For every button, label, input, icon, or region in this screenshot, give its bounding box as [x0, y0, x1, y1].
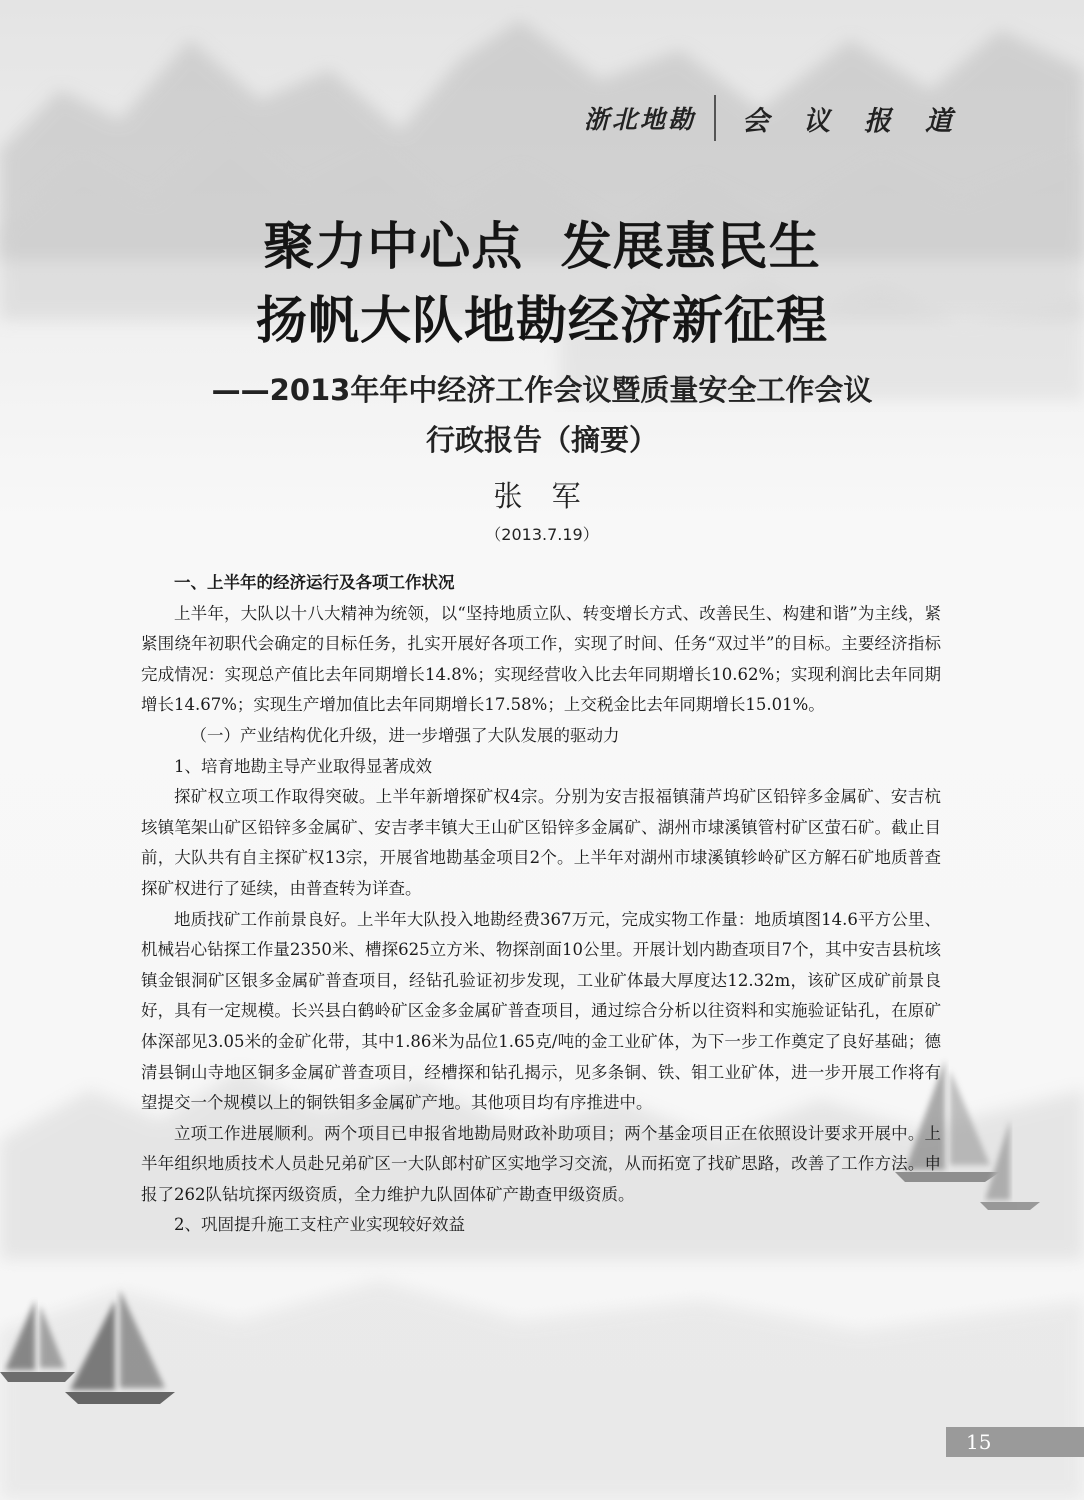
- paragraph: 立项工作进展顺利。两个项目已申报省地勘局财政补助项目；两个基金项目正在依照设计要求开展中。上半年组织地质技术人员赴兄弟矿区一大队郎村矿区实地学习交流，从而拓宽了找矿思路，改善了工作方法。申报了262队钻坑探丙级资质，全力维护九队固体矿产勘查甲级资质。: [141, 1123, 941, 1204]
- section-char: 议: [803, 105, 830, 137]
- section-name: [742, 99, 952, 138]
- report-date: （2013.7.19）: [485, 525, 599, 544]
- subsection-heading: （一）产业结构优化升级，进一步增强了大队发展的驱动力: [190, 725, 620, 745]
- section-char: 道: [925, 105, 952, 137]
- section-char: 报: [864, 105, 891, 137]
- article-title-line1: 聚力中心点 发展惠民生: [263, 218, 821, 277]
- article-body: [141, 568, 941, 1241]
- journal-name: 浙北地勘: [583, 105, 696, 134]
- page-number: 15: [946, 1427, 1084, 1457]
- header-divider: [714, 95, 716, 141]
- paragraph: 上半年，大队以十八大精神为统领，以“坚持地质立队、转变增长方式、改善民生、构建和谐”为主线，紧紧围绕年初职代会确定的目标任务，扎实开展好各项工作，实现了时间、任务“双过半”的目标。主要经济指标完成情况：实现总产值比去年同期增长14.8%；实现经营收入比去年同期增长10.62%；实现利润比去年同期增长14.67%；实现生产增加值比去年同期增长17.58%；上交税金比去年同期增长15.01%。: [141, 603, 941, 715]
- subsection-heading: 1、培育地勘主导产业取得显著成效: [174, 756, 432, 776]
- paragraph: 探矿权立项工作取得突破。上半年新增探矿权4宗。分别为安吉报福镇蒲芦坞矿区铅锌多金属矿、安吉杭垓镇笔架山矿区铅锌多金属矿、安吉孝丰镇大王山矿区铅锌多金属矿、湖州市埭溪镇管村矿区萤石矿。截止目前，大队共有自主探矿权13宗，开展省地勘基金项目2个。上半年对湖州市埭溪镇轸岭矿区方解石矿地质普查探矿权进行了延续，由普查转为详查。: [141, 787, 941, 898]
- page-header: [584, 96, 952, 140]
- paragraph: 地质找矿工作前景良好。上半年大队投入地勘经费367万元，完成实物工作量：地质填图14.6平方公里、机械岩心钻探工作量2350米、槽探625立方米、物探剖面10公里。开展计划内勘查项目7个，其中安吉县杭垓镇金银洞矿区银多金属矿普查项目，经钻孔验证初步发现，工业矿体最大厚度达12.32m，该矿区成矿前景良好，具有一定规模。长兴县白鹤岭矿区金多金属矿普查项目，通过综合分析以往资料和实施验证钻孔，在原矿体深部见3.05米的金矿化带，其中1.86米为品位1.65克/吨的金工业矿体，为下一步工作奠定了良好基础；德清县铜山寺地区铜多金属矿普查项目，经槽探和钻孔揭示，见多条铜、铁、钼工业矿体，进一步开展工作将有望提交一个规模以上的铜铁钼多金属矿产地。其他项目均有序推进中。: [141, 909, 941, 1113]
- article-subtitle-line2: 行政报告（摘要）: [425, 423, 658, 457]
- author: 张 军: [493, 479, 591, 513]
- article-subtitle-line1: ——2013年年中经济工作会议暨质量安全工作会议: [211, 373, 873, 407]
- subsection-heading: 2、巩固提升施工支柱产业实现较好效益: [174, 1215, 465, 1235]
- section-char: 会: [742, 105, 769, 137]
- section-heading: 一、上半年的经济运行及各项工作状况: [174, 573, 455, 592]
- article-title-line2: 扬帆大队地勘经济新征程: [255, 292, 828, 351]
